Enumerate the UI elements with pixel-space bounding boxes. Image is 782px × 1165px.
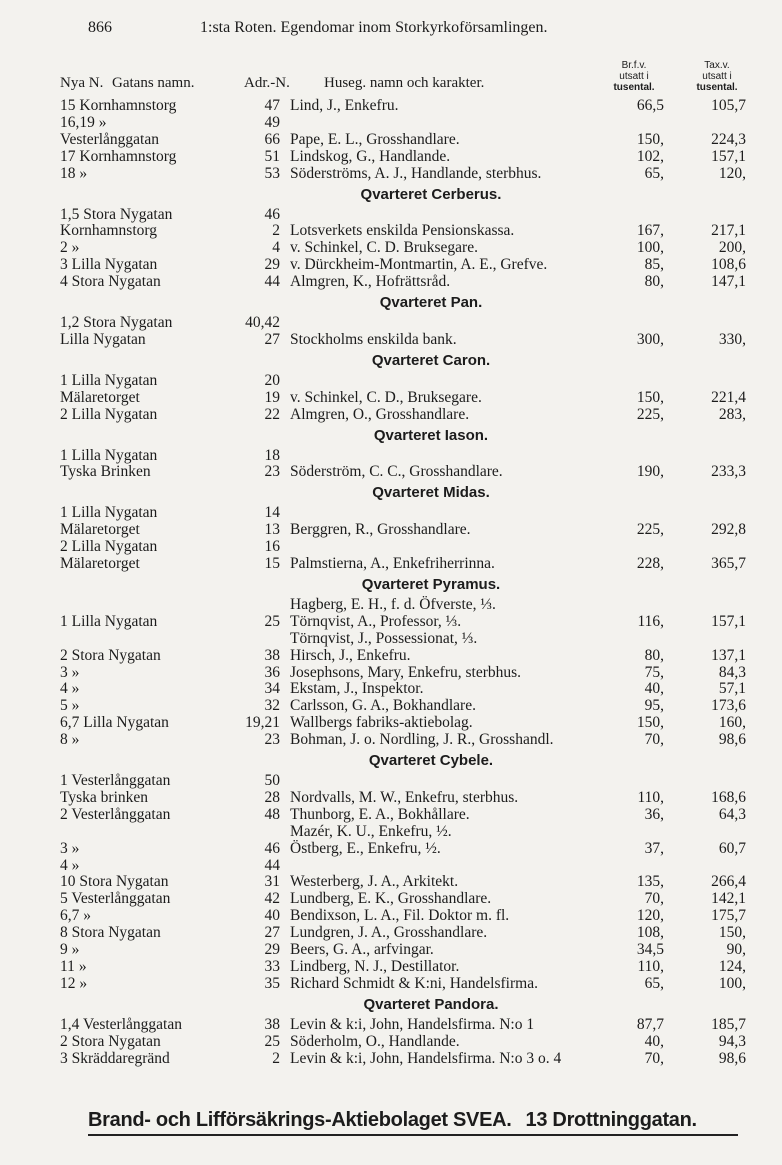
street-cell [60,164,87,184]
street-cell [60,974,87,994]
adr-cell: 44 [264,856,280,874]
owner-cell: Levin & k:i, John, Handelsfirma. N:o 3 o. 4 [290,1049,562,1067]
adr-cell: 32 [264,697,280,715]
tax-value-cell: 150, [718,924,746,942]
section-title: Qvarteret Pyramus. [361,575,501,593]
adr-cell: 16 [264,538,280,556]
br-value-cell: 95, [644,697,664,715]
tax-value-cell: 90, [726,941,746,958]
owner-cell: Palmstierna, A., Enkefriherrinna. [290,555,495,572]
tax-value-cell: 266,4 [711,873,746,891]
nr-text: 2 [60,405,68,423]
street-cell [60,272,161,292]
owner-cell: Hirsch, J., Enkefru. [290,646,411,664]
nr-text: 16,19 [60,113,95,131]
br-value-cell: 102, [636,147,664,165]
br-tusental-label: tusental. [613,82,655,93]
street-text: » [79,164,88,182]
nr-text: 1 [60,772,68,789]
street-text: Mälaretorget [60,521,140,539]
adr-cell: 25 [264,612,280,630]
tax-value-cell: 98,6 [718,1049,746,1067]
nr-text: 1 [60,612,68,630]
adr-cell: 27 [264,924,280,942]
street-text: Lilla Nygatan [60,330,146,348]
owner-cell: Bohman, J. o. Nordling, J. R., Grosshandl. [290,731,554,749]
street-text: Tyska Brinken [60,463,151,481]
street-text: » [71,239,80,257]
street-text: » [71,697,80,715]
street-text: Stora Nygatan [71,1032,161,1050]
tax-value-cell: 124, [718,957,746,975]
section-title: Qvarteret Midas. [372,484,490,502]
street-text: Vesterlånggatan [71,772,171,789]
nr-text: 5 [60,890,68,908]
nr-text: 4 [60,680,68,698]
street-text: Stora Nygatan [71,924,161,942]
street-text: » [78,957,87,975]
adr-cell: 18 [264,446,280,464]
tax-value-cell: 200, [718,239,746,257]
nr-text: 1 [60,371,68,389]
owner-cell: Söderström, C. C., Grosshandlare. [290,463,503,481]
section-title: Qvarteret Caron. [371,351,491,369]
br-value-cell: 85, [644,256,664,274]
tax-value-cell: 217,1 [711,222,746,240]
adr-cell: 14 [264,504,280,522]
owner-cell: v. Dürckheim-Montmartin, A. E., Grefve. [290,256,548,274]
street-text: Vesterlånggatan [71,805,171,823]
adr-cell: 38 [264,646,280,664]
nr-text: 6,7 [60,907,80,925]
nr-text: 2 [60,646,68,664]
br-value-cell: 150, [636,714,664,732]
street-text: » [83,907,91,925]
nr-text: 6,7 [60,714,80,732]
nr-text: 8 [60,731,68,749]
street-text: Vesterlånggatan [71,890,171,908]
advertisement [88,1106,738,1136]
br-value-cell: 228, [636,555,664,572]
owner-cell: Törnqvist, A., Professor, ⅓. [290,612,462,630]
br-value-cell: 225, [636,405,664,423]
adr-cell: 46 [264,839,280,857]
adr-cell: 28 [264,788,280,806]
page-number: 866 [88,19,112,36]
street-text: Kornhamnstorg [79,147,177,165]
owner-cell: Östberg, E., Enkefru, ½. [290,839,441,857]
tax-value-cell: 105,7 [711,97,746,114]
tax-value-cell: 142,1 [711,890,746,908]
br-value-cell: 120, [636,907,664,925]
adr-cell: 13 [264,521,280,539]
street-text: Kornhamnstorg [79,97,177,114]
adr-cell: 27 [264,330,280,348]
adr-cell: 42 [264,890,280,908]
owner-cell: Nordvalls, M. W., Enkefru, sterbhus. [290,788,519,806]
section-title: Qvarteret Pandora. [363,995,499,1013]
owner-cell: Lindberg, N. J., Destillator. [290,957,460,975]
br-value-cell: 135, [636,873,664,891]
adr-cell: 47 [264,97,280,114]
adr-cell: 29 [264,941,280,958]
br-value-cell: 110, [637,788,664,806]
nr-text: 18 [60,164,76,182]
nr-text: 17 [60,147,76,165]
table-row [0,730,782,750]
nr-text: 2 [60,239,68,257]
table-row [0,974,782,994]
tax-value-cell: 365,7 [711,555,746,572]
table-row [0,330,782,350]
br-value-cell: 116, [637,612,664,630]
adr-cell: 20 [264,371,280,389]
tax-value-cell: 137,1 [711,646,746,664]
street-text: » [71,663,80,681]
nr-text: 3 [60,1049,68,1067]
tax-value-cell: 57,1 [718,680,746,698]
section-title: Qvarteret Cerberus. [360,185,502,203]
owner-cell: Söderholm, O., Handlande. [290,1032,460,1050]
tax-utsatt-label: utsatt i [702,71,732,82]
br-value-cell: 34,5 [636,941,664,958]
nr-text: 2 [60,1032,68,1050]
adr-cell: 23 [264,463,280,481]
owner-cell: Lundberg, E. K., Grosshandlare. [290,890,492,908]
tax-value-cell: 108,6 [711,256,746,274]
tax-tusental-label: tusental. [696,82,738,93]
table-row [0,1049,782,1069]
owner-cell: Lindskog, G., Handlande. [290,147,451,165]
nr-text: 9 [60,941,68,958]
owner-cell: Richard Schmidt & K:ni, Handelsfirma. [290,974,538,992]
street-text: » [71,941,80,958]
tax-value-cell: 64,3 [718,805,746,823]
tax-value-cell: 98,6 [718,731,746,749]
adr-cell: 19 [264,388,280,406]
owner-cell: Ekstam, J., Inspektor. [290,680,424,698]
street-text: Vesterlånggatan [82,1015,182,1033]
adr-cell: 46 [264,205,280,223]
owner-cell: Mazér, K. U., Enkefru, ½. [290,822,452,840]
br-value-cell: 40, [644,1032,664,1050]
col-nya-n: Nya N. [60,75,104,91]
adr-cell: 31 [264,873,280,891]
tax-value-cell: 292,8 [711,521,746,539]
street-text: » [71,680,80,698]
br-fv-label: Br.f.v. [621,60,647,71]
owner-cell: Törnqvist, J., Possessionat, ⅓. [290,629,478,647]
table-row [0,272,782,292]
adr-cell: 50 [264,772,280,789]
adr-cell: 53 [264,164,280,182]
owner-cell: Wallbergs fabriks-aktiebolag. [290,714,473,732]
nr-text: 2 [60,538,68,556]
br-value-cell: 190, [636,463,664,481]
br-value-cell: 300, [636,330,664,348]
owner-cell: Hagberg, E. H., f. d. Öfverste, ⅓. [290,595,496,613]
owner-cell: Carlsson, G. A., Bokhandlare. [290,697,476,715]
adr-cell: 19,21 [245,714,280,732]
br-value-cell: 80, [644,646,664,664]
street-text: Stora Nygatan [71,646,161,664]
tax-value-cell: 185,7 [711,1015,746,1033]
adr-cell: 23 [264,731,280,749]
adr-cell: 35 [264,974,280,992]
street-text: » [71,839,80,857]
ad-address: 13 Drottninggatan. [525,1109,697,1131]
street-text: Vesterlånggatan [60,130,159,148]
adr-cell: 25 [264,1032,280,1050]
nr-text: 5 [60,697,68,715]
street-text: » [79,974,88,992]
adr-cell: 48 [264,805,280,823]
owner-cell: Lundgren, J. A., Grosshandlare. [290,924,488,942]
owner-cell: Westerberg, J. A., Arkitekt. [290,873,459,891]
owner-cell: Bendixson, L. A., Fil. Doktor m. fl. [290,907,510,925]
adr-cell: 33 [264,957,280,975]
street-cell [60,1049,170,1069]
street-text: Stora Nygatan [79,873,169,891]
col-adr-n: Adr.-N. [244,75,290,91]
nr-text: 1,2 [60,314,80,331]
tax-value-cell: 221,4 [711,388,746,406]
adr-cell: 2 [272,1049,280,1067]
adr-cell: 29 [264,256,280,274]
tax-value-cell: 175,7 [711,907,746,925]
nr-text: 11 [60,957,75,975]
tax-value-cell: 60,7 [718,839,746,857]
street-text: Kornhamnstorg [60,222,158,240]
street-cell [60,554,140,574]
street-text: Lilla Nygatan [71,612,158,630]
owner-cell: Lotsverkets enskilda Pensionskassa. [290,222,515,240]
nr-text: 10 [60,873,76,891]
nr-text: 12 [60,974,76,992]
ad-text: Brand- och Lifförsäkrings-Aktiebolaget SVEA. [88,1109,512,1131]
owner-cell: Söderströms, A. J., Handlande, sterbhus. [290,164,542,182]
owner-cell: Levin & k:i, John, Handelsfirma. N:o 1 [290,1015,535,1033]
br-value-cell: 100, [636,239,664,257]
tax-value-cell: 233,3 [711,463,746,481]
street-text: Tyska brinken [60,788,149,806]
nr-text: 15 [60,97,76,114]
owner-cell: v. Schinkel, C. D., Bruksegare. [290,388,482,406]
col-huseg: Huseg. namn och karakter. [324,75,485,91]
street-text: Lilla Nygatan [71,538,158,556]
street-text: Stora Nygatan [83,205,173,223]
street-text: Lilla Nygatan [71,446,158,464]
nr-text: 4 [60,856,68,874]
owner-cell: Almgren, K., Hofrättsråd. [290,273,451,291]
street-text: Lilla Nygatan [71,371,158,389]
nr-text: 3 [60,663,68,681]
br-value-cell: 108, [636,924,664,942]
tax-value-cell: 147,1 [711,273,746,291]
br-value-cell: 80, [644,273,664,291]
tax-v-label: Tax.v. [704,60,730,71]
owner-cell: Lind, J., Enkefru. [290,97,399,114]
tax-header [686,60,748,93]
br-value-cell: 40, [644,680,664,698]
tax-value-cell: 224,3 [711,130,746,148]
street-text: Lilla Nygatan [71,405,158,423]
street-cell [60,730,79,750]
street-text: Lilla Nygatan [83,714,169,732]
adr-cell: 51 [264,147,280,165]
tax-value-cell: 173,6 [711,697,746,715]
table-row [0,405,782,425]
nr-text: 1,5 [60,205,80,223]
table-row [0,462,782,482]
tax-value-cell: 160, [718,714,746,732]
adr-cell: 40 [264,907,280,925]
owner-cell: Josephsons, Mary, Enkefru, sterbhus. [290,663,522,681]
br-value-cell: 65, [644,164,664,182]
section-title: Qvarteret Cybele. [368,752,494,769]
br-utsatt-label: utsatt i [619,71,649,82]
section-title: Qvarteret Pan. [379,294,483,311]
br-value-cell: 36, [644,805,664,823]
br-value-cell: 70, [644,731,664,749]
br-value-cell: 65, [644,974,664,992]
owner-cell: Stockholms enskilda bank. [290,330,457,348]
street-text: Skräddaregränd [71,1049,170,1067]
street-text: Mälaretorget [60,388,140,406]
adr-cell: 66 [264,130,280,148]
street-cell [60,405,157,425]
nr-text: 3 [60,256,68,274]
br-value-cell: 70, [644,1049,664,1067]
adr-cell: 15 [264,555,280,572]
br-value-cell: 37, [644,839,664,857]
table-row [0,554,782,574]
street-text: Stora Nygatan [71,273,161,291]
tax-value-cell: 157,1 [711,147,746,165]
nr-text: 8 [60,924,68,942]
adr-cell: 34 [264,680,280,698]
owner-cell: Pape, E. L., Grosshandlare. [290,130,460,148]
nr-text: 1,4 [60,1015,80,1033]
adr-cell: 40,42 [245,314,280,331]
nr-text: 3 [60,839,68,857]
tax-value-cell: 330, [718,330,746,348]
tax-value-cell: 157,1 [711,612,746,630]
owner-cell: Beers, G. A., arfvingar. [290,941,434,958]
adr-cell: 2 [272,222,280,240]
tax-value-cell: 168,6 [711,788,746,806]
br-value-cell: 75, [644,663,664,681]
adr-cell: 38 [264,1015,280,1033]
br-value-cell: 167, [636,222,664,240]
tax-value-cell: 84,3 [718,663,746,681]
owner-cell: Almgren, O., Grosshandlare. [290,405,470,423]
owner-cell: Thunborg, E. A., Bokhållare. [290,805,470,823]
br-value-cell: 87,7 [636,1015,664,1033]
br-value-cell: 225, [636,521,664,539]
nr-text: 4 [60,273,68,291]
street-cell [60,462,151,482]
adr-cell: 4 [272,239,280,257]
street-text: » [71,731,80,749]
adr-cell: 49 [264,113,280,131]
adr-cell: 22 [264,405,280,423]
adr-cell: 44 [264,273,280,291]
nr-text: 1 [60,446,68,464]
table-row [0,164,782,184]
br-value-cell: 110, [637,957,664,975]
br-value-cell: 150, [636,130,664,148]
running-title: 1:sta Roten. Egendomar inom Storkyrkoförsamlingen. [200,19,548,36]
street-text: » [98,113,107,131]
tax-value-cell: 283, [718,405,746,423]
br-value-cell: 70, [644,890,664,908]
section-title: Qvarteret Iason. [373,426,489,444]
tax-value-cell: 120, [718,164,746,182]
nr-text: 2 [60,805,68,823]
street-text: » [71,856,80,874]
street-text: Lilla Nygatan [71,256,158,274]
street-text: Lilla Nygatan [71,504,158,522]
street-text: Mälaretorget [60,555,140,572]
adr-cell: 36 [264,663,280,681]
nr-text: 1 [60,504,68,522]
street-text: Stora Nygatan [83,314,173,331]
br-value-cell: 150, [636,388,664,406]
tax-value-cell: 94,3 [718,1032,746,1050]
street-cell [60,330,146,350]
tax-value-cell: 100, [718,974,746,992]
col-gatans-namn: Gatans namn. [112,75,195,91]
owner-cell: Berggren, R., Grosshandlare. [290,521,471,539]
owner-cell: v. Schinkel, C. D. Bruksegare. [290,239,478,257]
br-value-cell: 66,5 [636,97,664,114]
br-header [604,60,664,93]
